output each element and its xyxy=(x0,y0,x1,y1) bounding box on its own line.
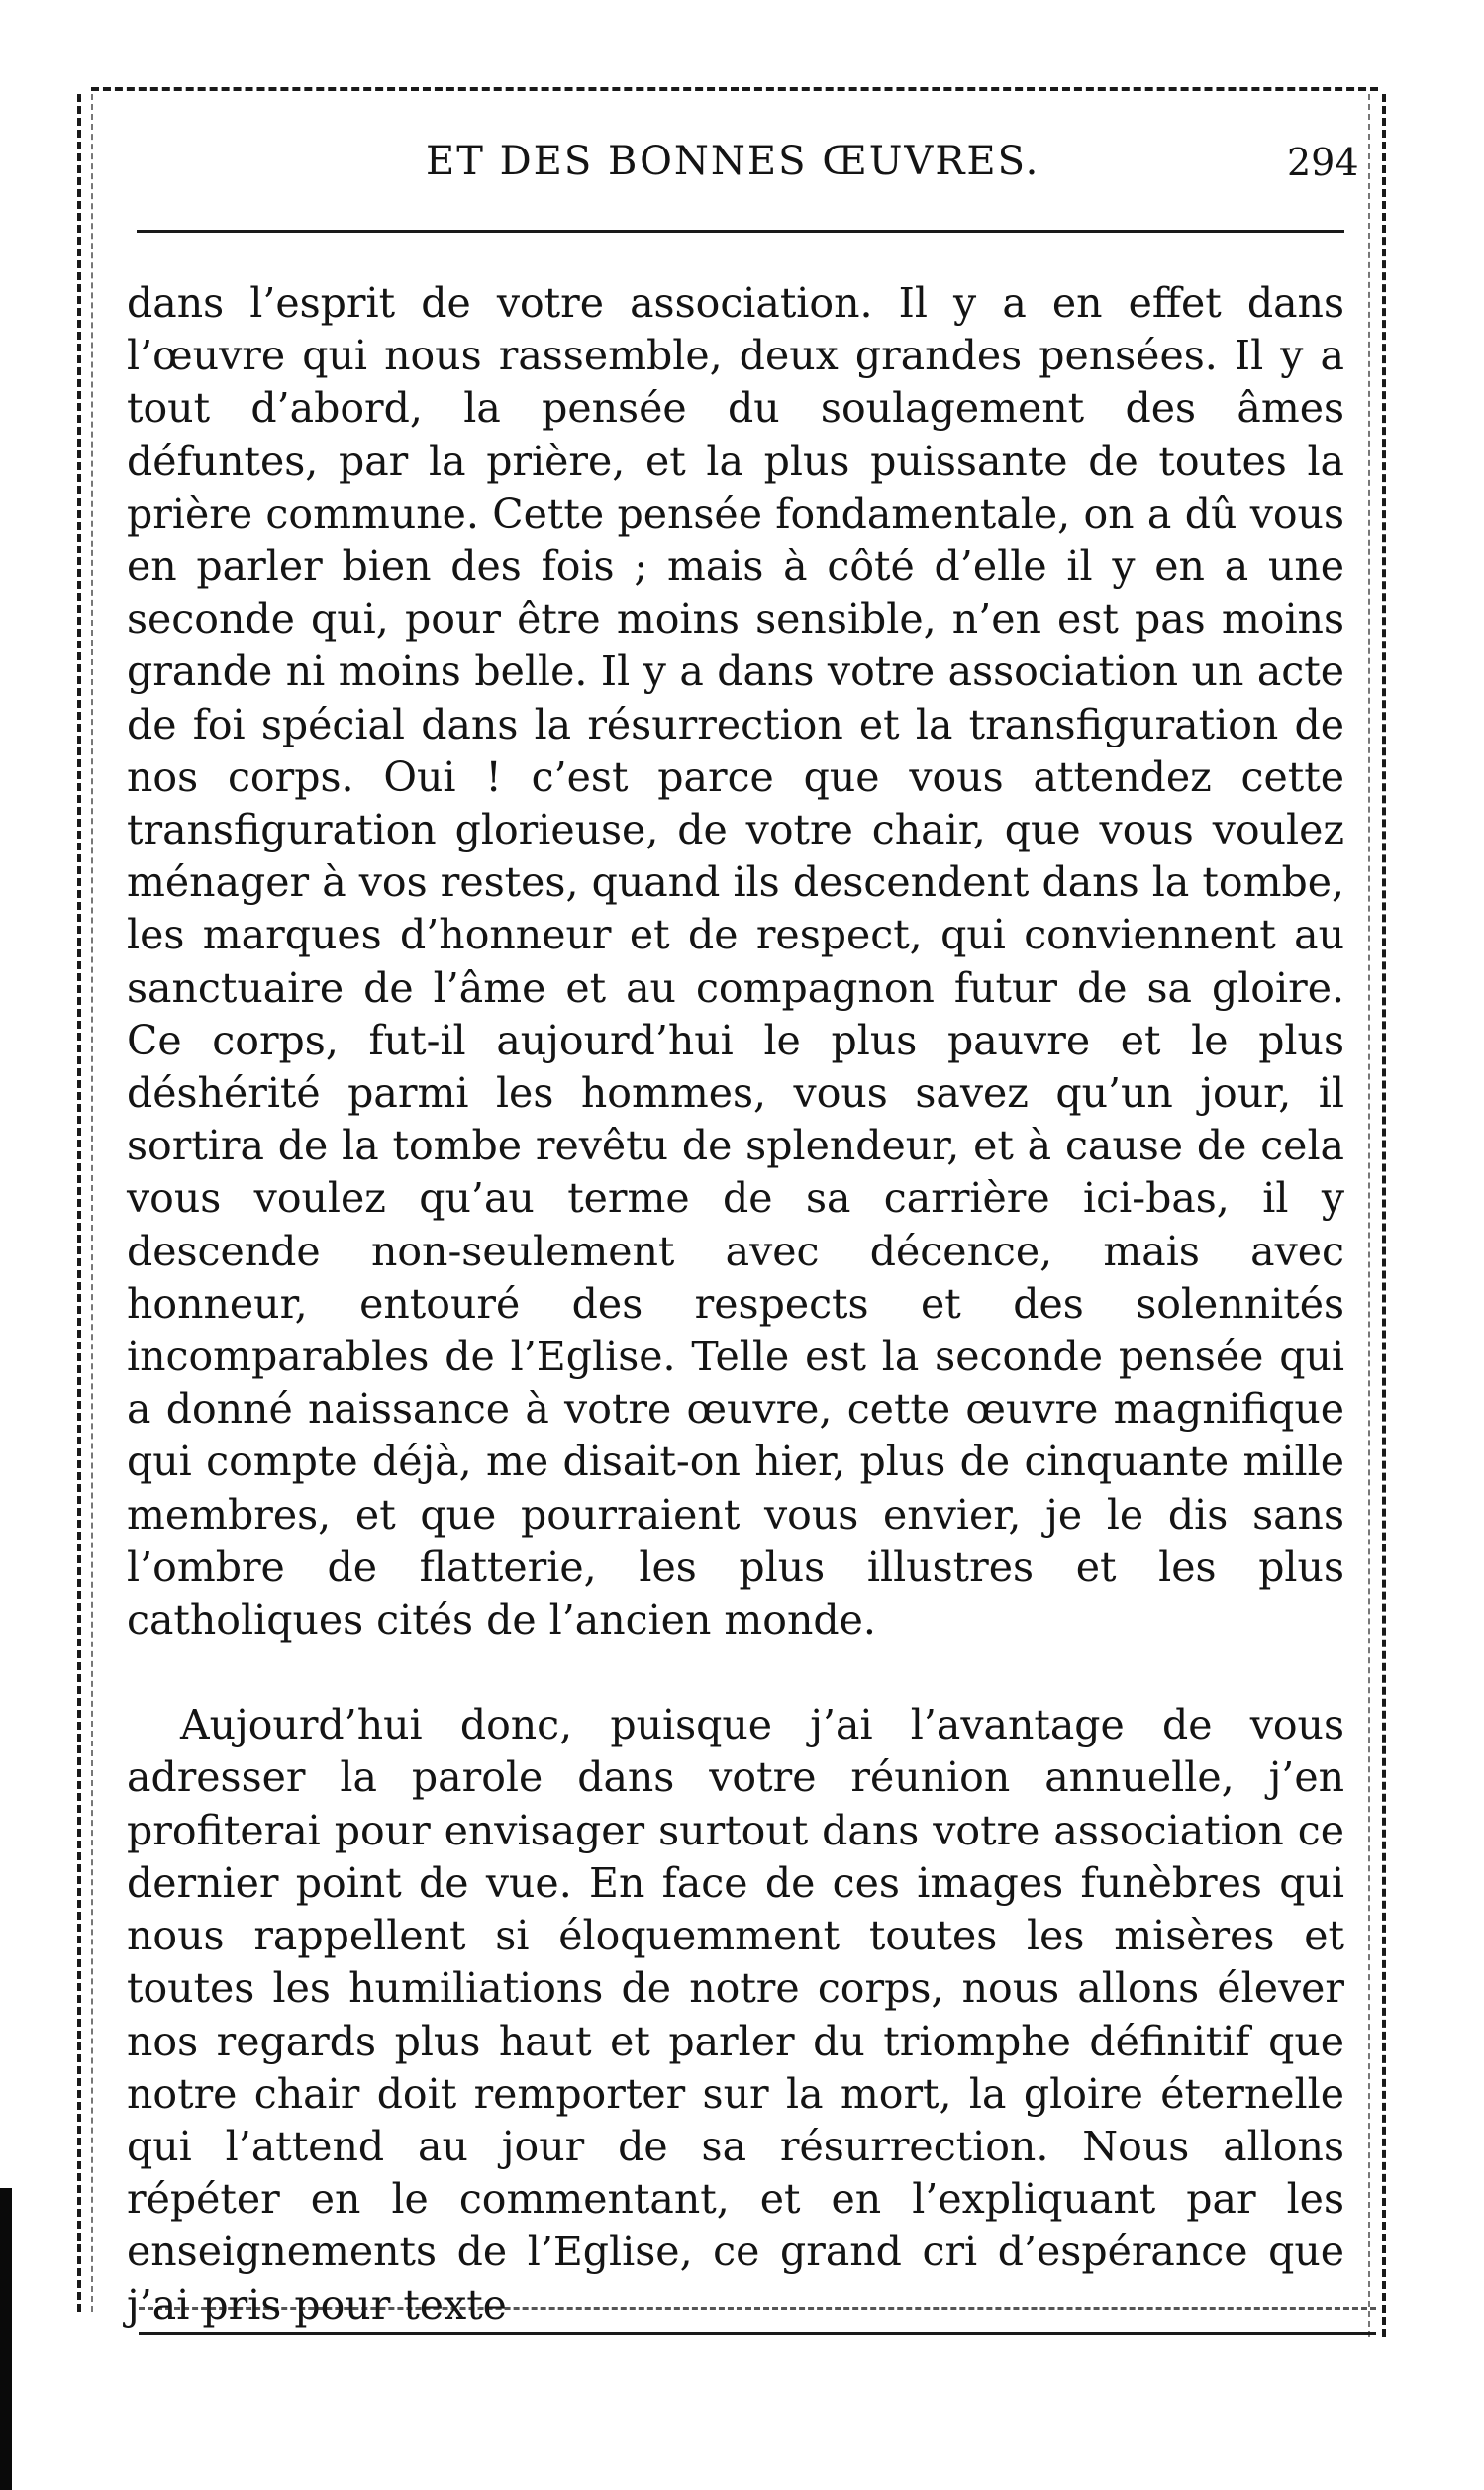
page-frame-bottom-rule xyxy=(139,2332,1376,2335)
page-frame-left-inner-border xyxy=(91,94,93,2312)
page-frame-top-border xyxy=(91,87,1378,91)
page-frame-left-border xyxy=(77,94,81,2312)
book-spine-shadow xyxy=(0,2188,12,2490)
page-number: 294 xyxy=(1287,141,1359,184)
body-paragraph-2: Aujourd’hui donc, puisque j’ai l’avantage de vous adresser la parole dans votre réunion annuelle, j’en profiterai pour envisager surtout dans votre association ce dernier point de vue. En face de ces images funèbres qui nous rappellent si éloquemment toutes les misères et toutes les humiliations de notre corps, nous allons élever nos regards plus haut et parler du triomphe définitif que notre chair doit remporter sur la mort, la gloire éternelle qui l’attend au jour de sa résurrection. Nous allons répéter en le commentant, et en l’expliquant par les enseignements de l’Eglise, ce grand cri d’espérance que j’ai pris pour texte xyxy=(127,1701,1344,2329)
header-rule xyxy=(137,230,1344,233)
page-body xyxy=(127,277,1344,2332)
page-frame-right-inner-border xyxy=(1368,94,1370,2337)
running-header-title: ET DES BONNES ŒUVRES. xyxy=(426,139,1040,184)
body-paragraph-1: dans l’esprit de votre association. Il y a en effet dans l’œuvre qui nous rassemble, deux grandes pensées. Il y a tout d’abord, la pensée du soulagement des âmes défuntes, par la prière, et la plus puissante de toutes la prière commune. Cette pensée fondamentale, on a dû vous en parler bien des fois ; mais à côté d’elle il y en a une seconde qui, pour être moins sensible, n’en est pas moins grande ni moins belle. Il y a dans votre association un acte de foi spécial dans la résurrection et la transfiguration de nos corps. Oui ! c’est parce que vous attendez cette transfiguration glorieuse, de votre chair, que vous voulez ménager à vos restes, quand ils descendent dans la tombe, les marques d’honneur et de respect, qui conviennent au sanctuaire de l’âme et au compagnon futur de sa gloire. Ce corps, fut-il aujourd’hui le plus pauvre et le plus déshérité parmi les hommes, vous savez qu’un jour, il sortira de la tombe revêtu de splendeur, et à cause de cela vous voulez qu’au terme de sa carrière ici-bas, il y descende non-seulement avec décence, mais avec honneur, entouré des respects et des solennités incomparables de l’Eglise. Telle est la seconde pensée qui a donné naissance à votre œuvre, cette œuvre magnifique qui compte déjà, me disait-on hier, plus de cinquante mille membres, et que pourraient vous envier, je le dis sans l’ombre de flatterie, les plus illustres et les plus catholiques cités de l’ancien monde. xyxy=(127,279,1344,1644)
page-frame-right-border xyxy=(1382,94,1386,2337)
